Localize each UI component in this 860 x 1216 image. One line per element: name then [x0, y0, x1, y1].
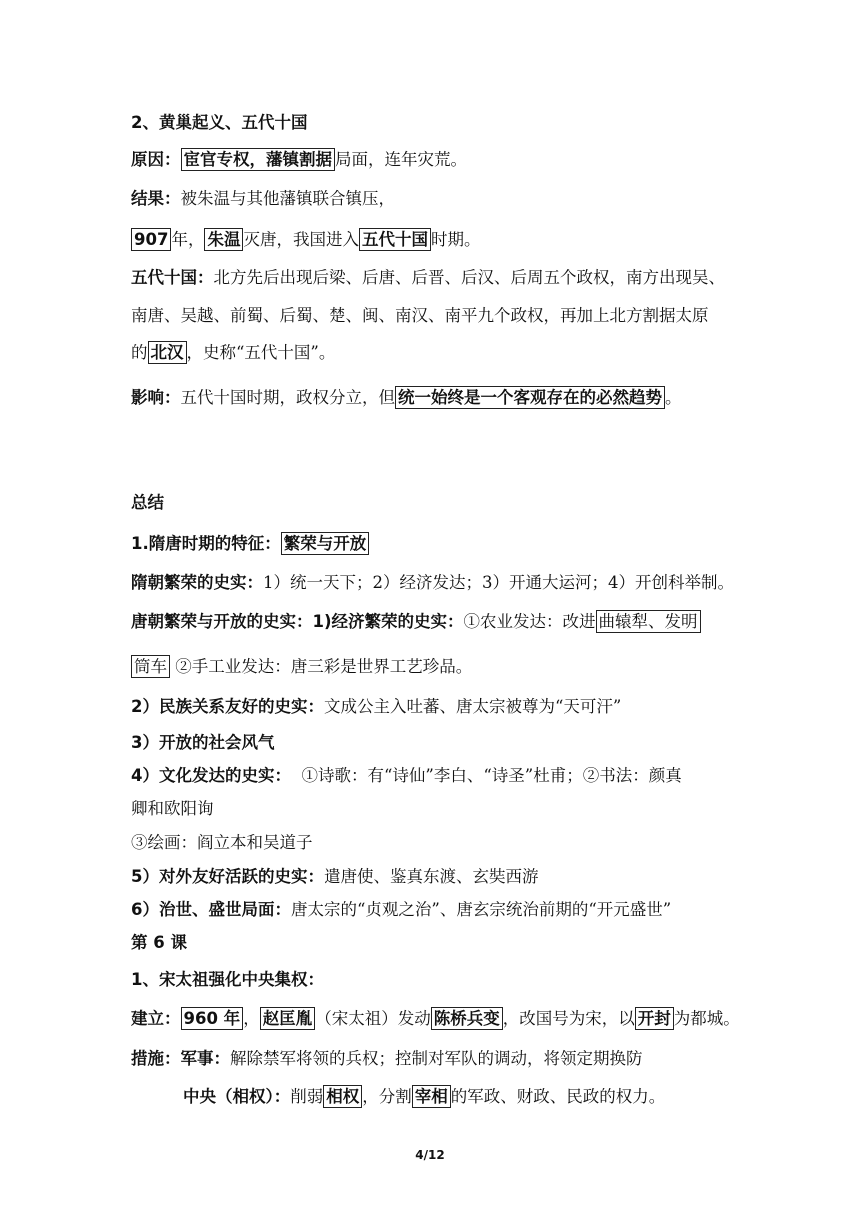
- highlight-box: 907: [131, 228, 171, 251]
- sui-facts-line: 隋朝繁荣的史实：1）统一天下；2）经济发达；3）开通大运河；4）开创科举制。: [131, 573, 734, 592]
- culture-line: 4）文化发达的史实： ①诗歌：有“诗仙”李白、“诗圣”杜甫；②书法：颜真: [131, 766, 682, 785]
- lesson-heading: 第 6 课: [131, 933, 187, 952]
- highlight-box: 五代十国: [359, 228, 431, 251]
- highlight-box: 960 年: [181, 1007, 244, 1030]
- summary-feature-line: 1.隋唐时期的特征： 繁荣与开放: [131, 532, 369, 556]
- highlight-box: 繁荣与开放: [281, 532, 370, 555]
- central-power-line: 中央（相权）：削弱 相权 ，分割 宰相 的军政、财政、民政的权力。: [183, 1087, 666, 1106]
- five-dynasties-line: 五代十国：北方先后出现后梁、后唐、后晋、后汉、后周五个政权，南方出现吴、: [131, 268, 725, 287]
- five-dynasties-line-3: 的 北汉 ，史称“五代十国”。: [131, 343, 336, 362]
- highlight-box: 赵匡胤: [260, 1007, 316, 1030]
- year-line: 907 年， 朱温 灭唐，我国进入 五代十国 时期。: [131, 228, 480, 252]
- culture-line-3: ③绘画：阎立本和吴道子: [131, 833, 313, 852]
- measures-line: 措施：军事：解除禁军将领的兵权；控制对军队的调动，将领定期换防: [131, 1049, 643, 1068]
- culture-line-2: 卿和欧阳询: [131, 799, 214, 818]
- result-line: 结果：被朱温与其他藩镇联合镇压，: [131, 189, 395, 208]
- section-heading: 2、黄巢起义、五代十国: [131, 113, 308, 132]
- highlight-box: 北汉: [148, 341, 187, 364]
- highlight-box: 陈桥兵变: [431, 1007, 503, 1030]
- highlight-box: 朱温: [204, 228, 243, 251]
- prosperity-line: 6）治世、盛世局面：唐太宗的“贞观之治”、唐玄宗统治前期的“开元盛世”: [131, 900, 672, 919]
- highlight-box: 筒车: [131, 655, 170, 678]
- tang-facts-line-2: 筒车 ②手工业发达：唐三彩是世界工艺珍品。: [131, 655, 472, 679]
- tang-facts-line: 唐朝繁荣与开放的史实：1)经济繁荣的史实：①农业发达：改进 曲辕犁、发明: [131, 610, 701, 634]
- highlight-box: 曲辕犁、发明: [596, 610, 701, 633]
- foreign-relations-line: 5）对外友好活跃的史实：遣唐使、鉴真东渡、玄奘西游: [131, 867, 539, 886]
- five-dynasties-line-2: 南唐、吴越、前蜀、后蜀、楚、闽、南汉、南平九个政权，再加上北方割据太原: [131, 306, 709, 325]
- highlight-box: 宰相: [412, 1085, 451, 1108]
- highlight-box: 宦官专权，藩镇割据: [181, 148, 336, 171]
- impact-line: 影响：五代十国时期，政权分立，但 统一始终是一个客观存在的必然趋势 。: [131, 388, 682, 407]
- cause-line: 原因： 宦官专权，藩镇割据 局面，连年灾荒。: [131, 150, 467, 169]
- open-society-line: 3）开放的社会风气: [131, 733, 275, 752]
- summary-heading: 总结: [131, 493, 164, 512]
- establishment-line: 建立： 960 年 ， 赵匡胤 （宋太祖）发动 陈桥兵变 ，改国号为宋，以 开封 为都城。: [131, 1009, 740, 1028]
- ethnic-relations-line: 2）民族关系友好的史实：文成公主入吐蕃、唐太宗被尊为“天可汗”: [131, 697, 622, 716]
- highlight-box: 相权: [323, 1085, 362, 1108]
- highlight-box: 统一始终是一个客观存在的必然趋势: [395, 386, 665, 409]
- page-number: 4/12: [415, 1148, 445, 1162]
- lesson-subheading: 1、宋太祖强化中央集权：: [131, 970, 324, 989]
- highlight-box: 开封: [635, 1007, 674, 1030]
